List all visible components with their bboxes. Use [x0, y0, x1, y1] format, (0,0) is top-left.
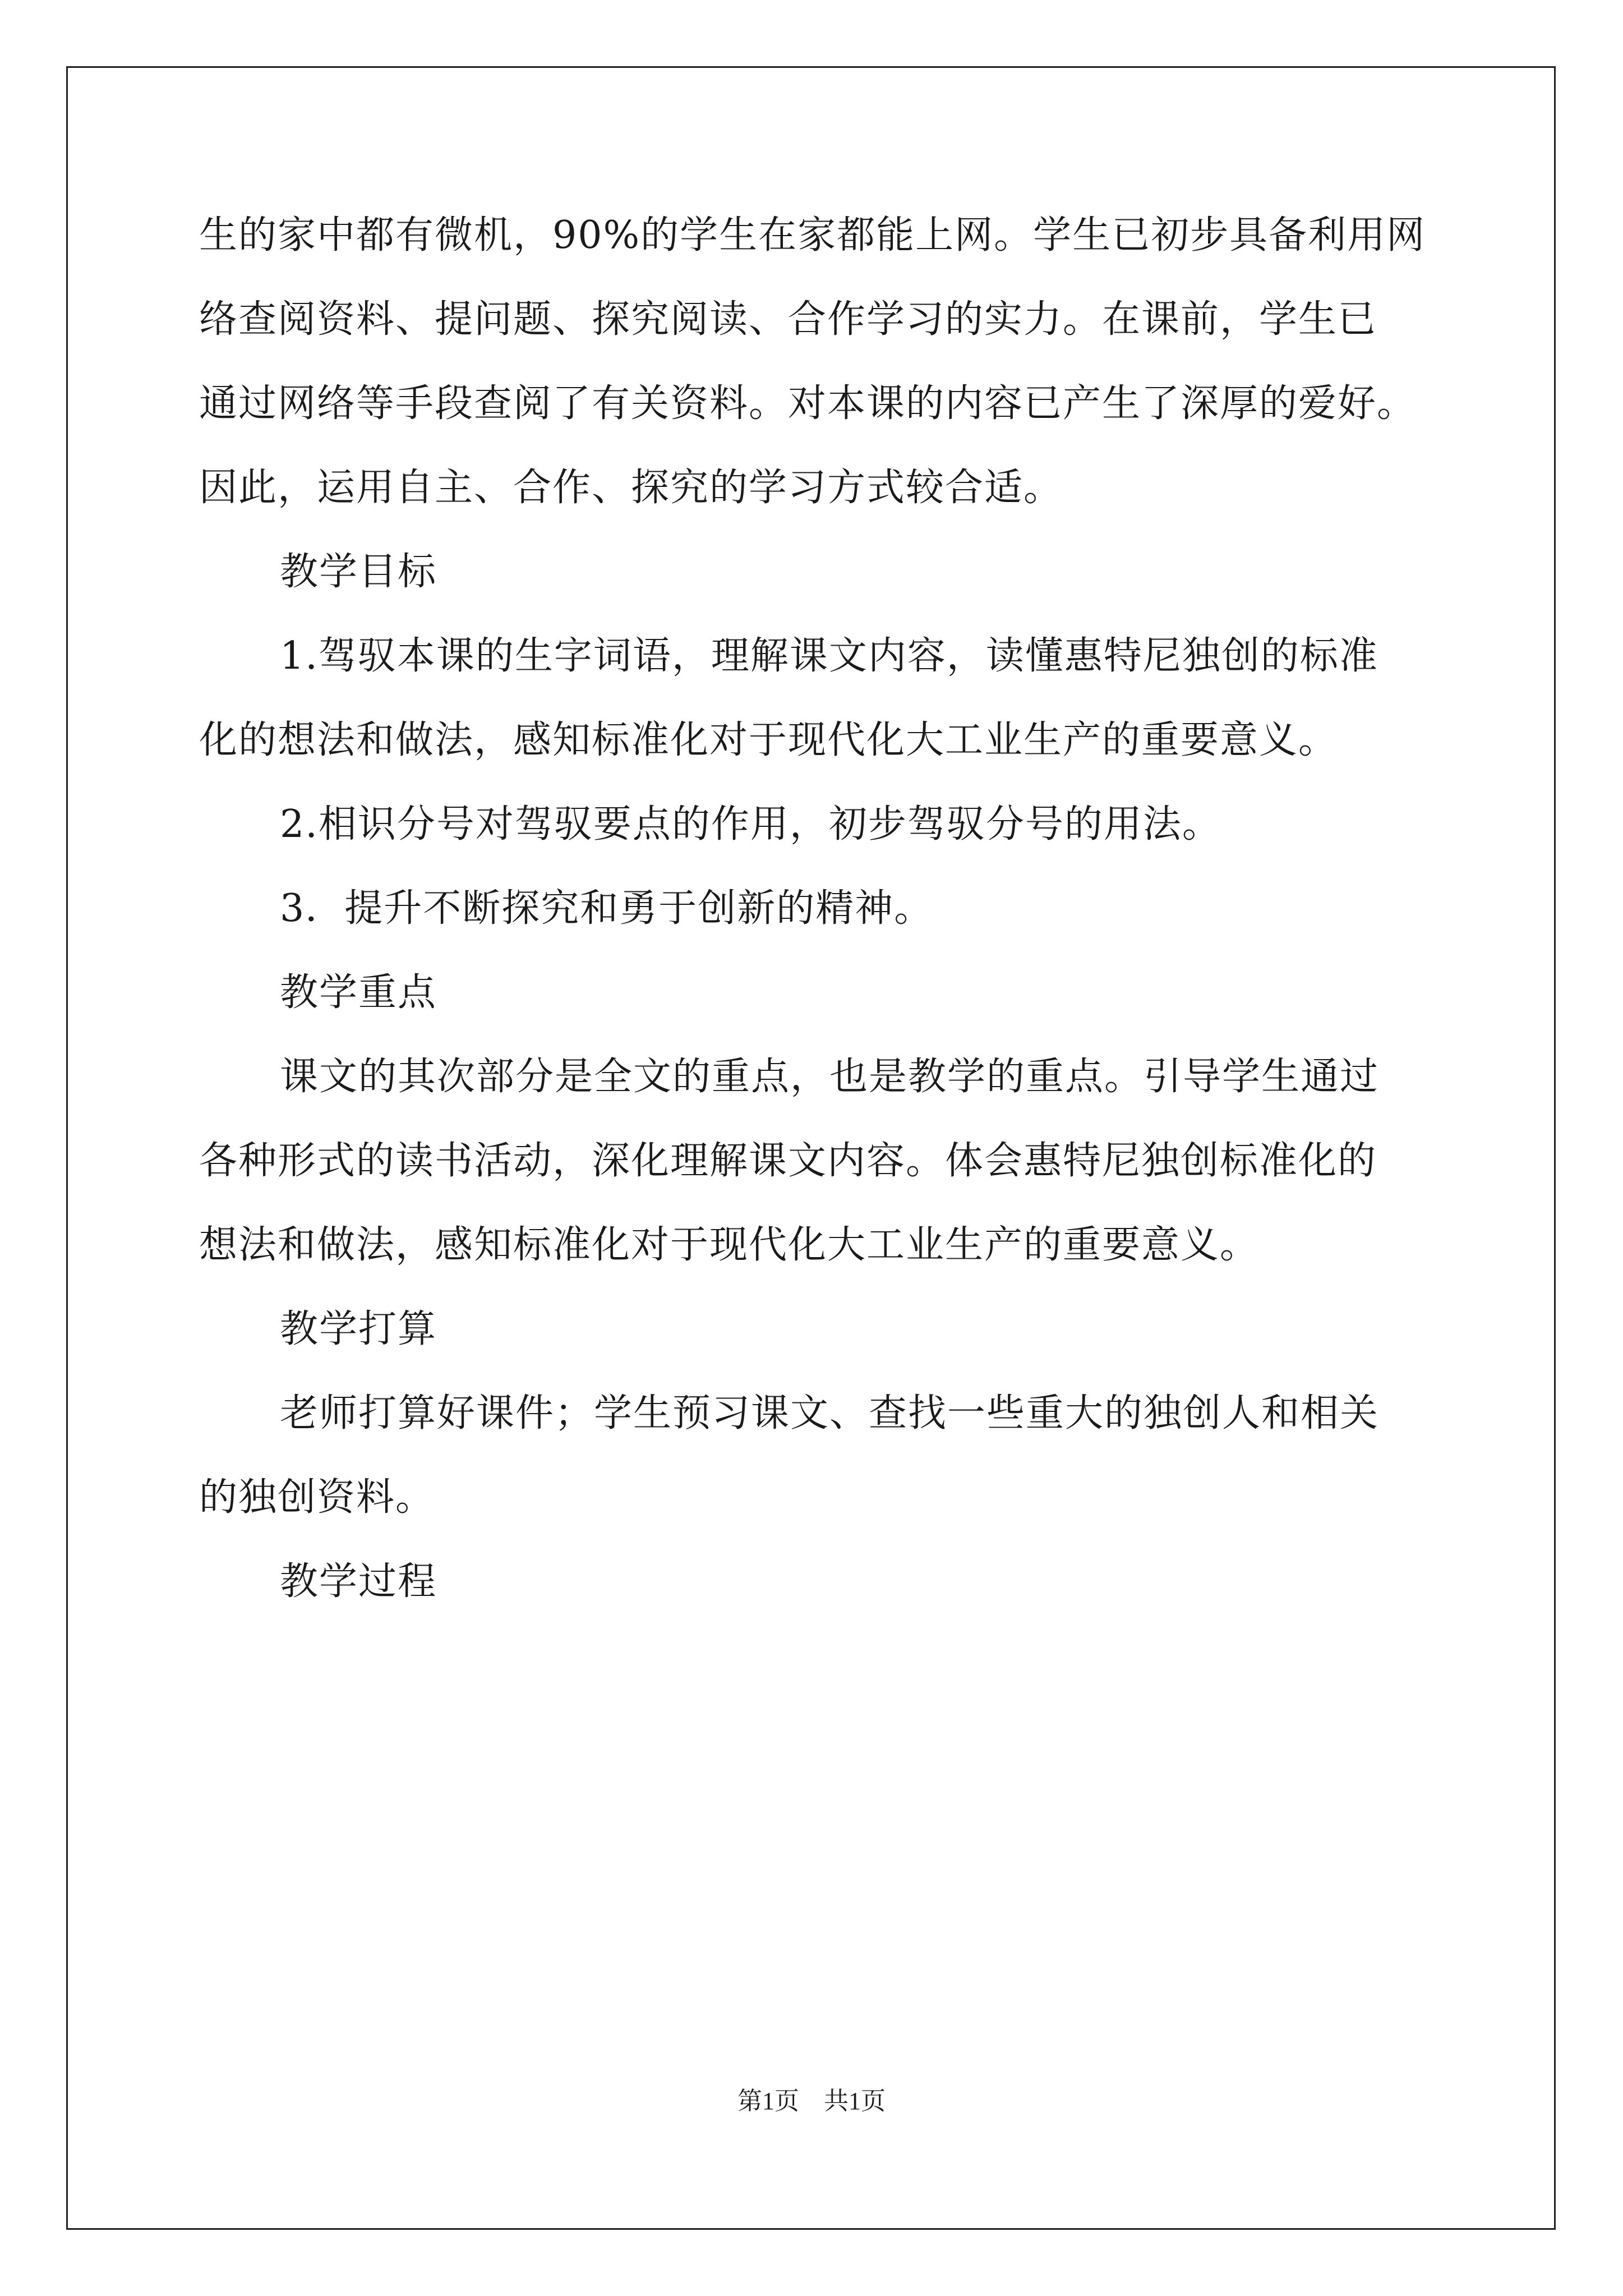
- paragraph-line: 各种形式的读书活动，深化理解课文内容。体会惠特尼独创标准化的: [199, 1139, 1377, 1183]
- paragraph-line: 课文的其次部分是全文的重点，也是教学的重点。引导学生通过: [280, 1055, 1380, 1099]
- paragraph-line: 化的想法和做法，感知标准化对于现代化大工业生产的重要意义。: [199, 718, 1338, 762]
- section-heading-preparation: 教学打算: [280, 1307, 437, 1351]
- paragraph-line: 2.相识分号对驾驭要点的作用，初步驾驭分号的用法。: [280, 802, 1221, 846]
- paragraph-line: 的独创资料。: [199, 1475, 435, 1520]
- section-heading-key-points: 教学重点: [280, 970, 437, 1015]
- paragraph-line: 因此，运用自主、合作、探究的学习方式较合适。: [199, 466, 1063, 510]
- paragraph-line: 生的家中都有微机，90%的学生在家都能上网。学生已初步具备利用网: [199, 213, 1426, 257]
- paragraph-line: 想法和做法，感知标准化对于现代化大工业生产的重要意义。: [199, 1223, 1260, 1267]
- section-heading-objectives: 教学目标: [280, 550, 437, 594]
- page-footer: 第1页 共1页: [737, 2087, 886, 2115]
- paragraph-line: 3．提升不断探究和勇于创新的精神。: [280, 886, 934, 931]
- paragraph-line: 络查阅资料、提问题、探究阅读、合作学习的实力。在课前，学生已: [199, 297, 1377, 342]
- section-heading-process: 教学过程: [280, 1559, 437, 1604]
- paragraph-line: 通过网络等手段查阅了有关资料。对本课的内容已产生了深厚的爱好。: [199, 381, 1417, 426]
- paragraph-line: 老师打算好课件；学生预习课文、查找一些重大的独创人和相关: [280, 1391, 1380, 1435]
- paragraph-line: 1.驾驭本课的生字词语，理解课文内容，读懂惠特尼独创的标准: [280, 634, 1378, 678]
